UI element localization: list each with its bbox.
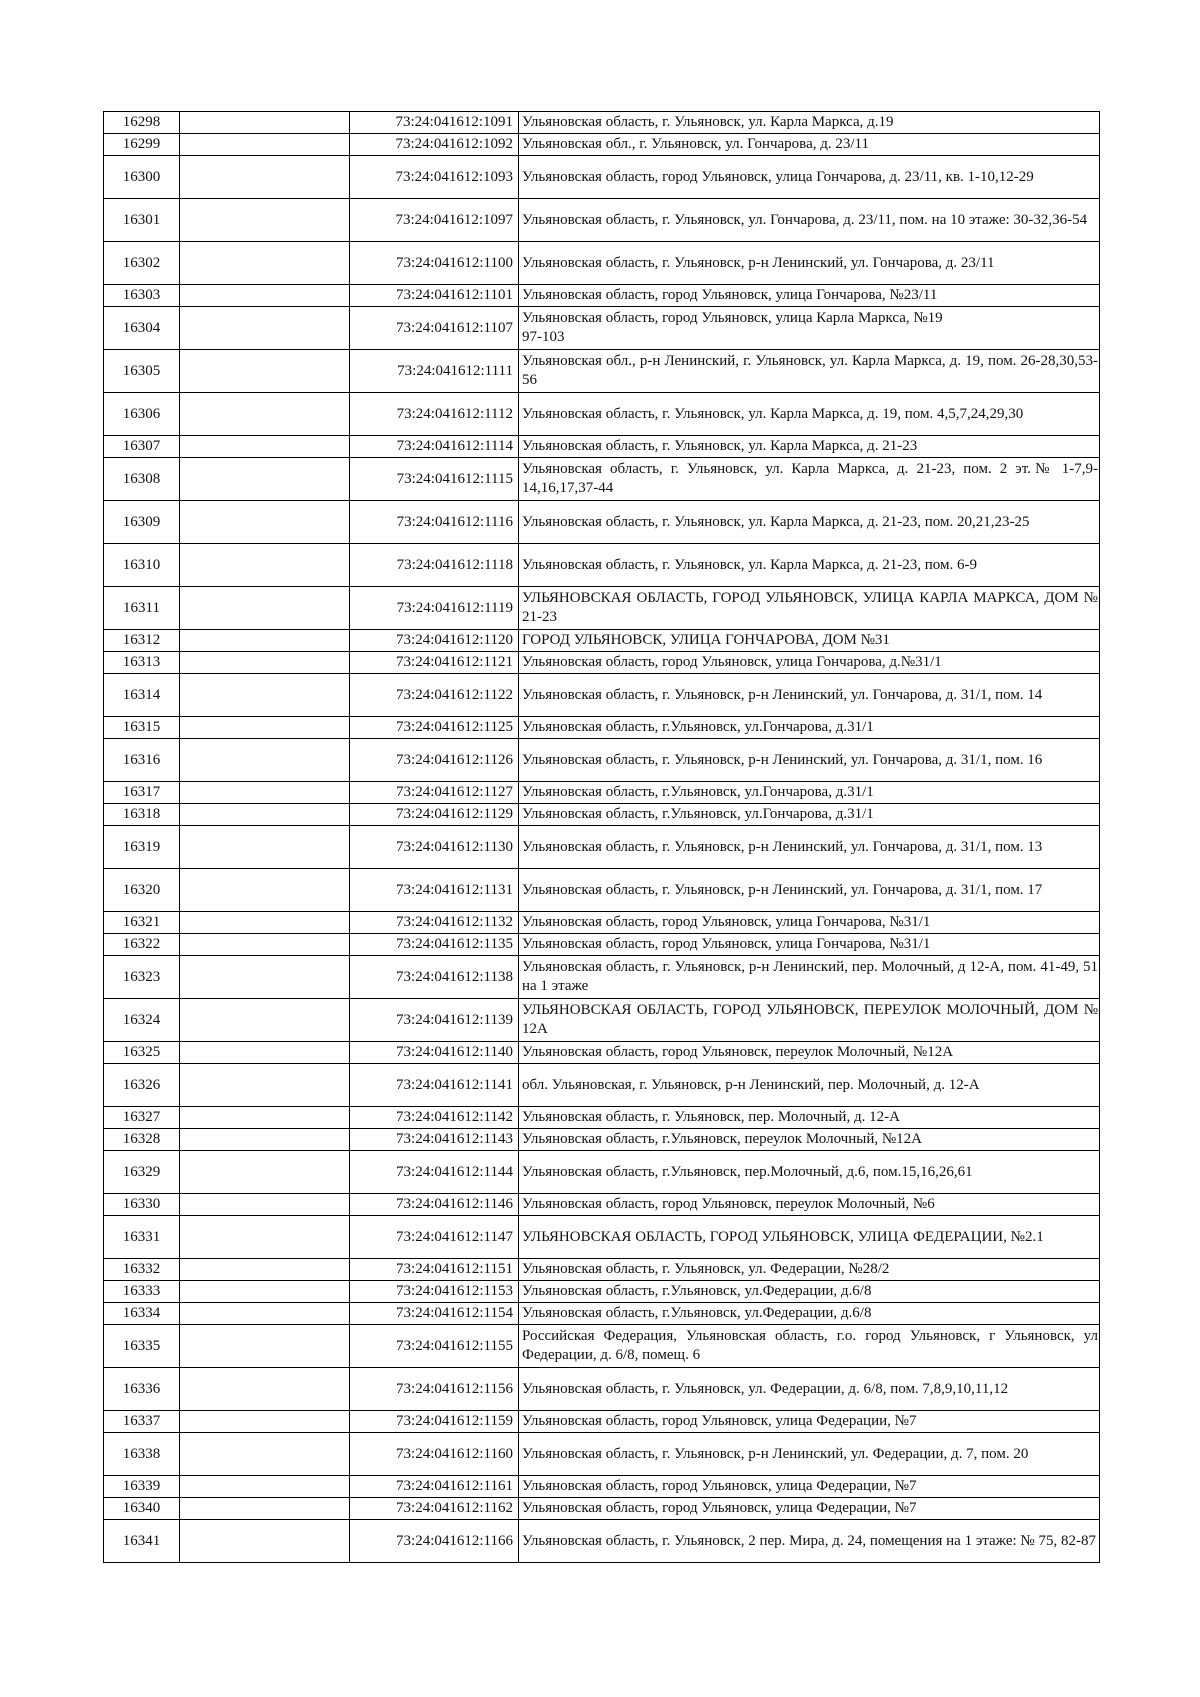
row-number-cell: 16307 — [104, 436, 180, 458]
row-number-cell: 16303 — [104, 285, 180, 307]
address-cell: Ульяновская область, город Ульяновск, переулок Молочный, №12А — [519, 1042, 1100, 1064]
row-number-cell: 16341 — [104, 1520, 180, 1563]
empty-cell — [180, 782, 350, 804]
cadastral-number-cell: 73:24:041612:1119 — [350, 587, 519, 630]
cadastral-number-cell: 73:24:041612:1139 — [350, 999, 519, 1042]
row-number-cell: 16322 — [104, 934, 180, 956]
address-cell: Ульяновская область, г.Ульяновск, переулок Молочный, №12А — [519, 1129, 1100, 1151]
address-cell: Ульяновская область, город Ульяновск, переулок Молочный, №6 — [519, 1194, 1100, 1216]
cadastral-number-cell: 73:24:041612:1111 — [350, 350, 519, 393]
empty-cell — [180, 999, 350, 1042]
empty-cell — [180, 134, 350, 156]
table-row — [104, 307, 1100, 350]
table-row — [104, 1216, 1100, 1259]
table-row — [104, 544, 1100, 587]
row-number-cell: 16332 — [104, 1259, 180, 1281]
address-cell: Ульяновская область, г. Ульяновск, ул. Карла Маркса, д. 21-23, пом. 20,21,23-25 — [519, 501, 1100, 544]
empty-cell — [180, 912, 350, 934]
cadastral-number-cell: 73:24:041612:1131 — [350, 869, 519, 912]
table-row — [104, 630, 1100, 652]
cadastral-number-cell: 73:24:041612:1091 — [350, 112, 519, 134]
cadastral-number-cell: 73:24:041612:1127 — [350, 782, 519, 804]
row-number-cell: 16339 — [104, 1476, 180, 1498]
address-cell: Ульяновская область, г. Ульяновск, р-н Ленинский, ул. Гончарова, д. 31/1, пом. 17 — [519, 869, 1100, 912]
table-row — [104, 804, 1100, 826]
cadastral-number-cell: 73:24:041612:1114 — [350, 436, 519, 458]
address-cell: Российская Федерация, Ульяновская область, г.о. город Ульяновск, г Ульяновск, ул Федерации, д. 6/8, помещ. 6 — [519, 1325, 1100, 1368]
row-number-cell: 16334 — [104, 1303, 180, 1325]
empty-cell — [180, 1520, 350, 1563]
table-row — [104, 1194, 1100, 1216]
empty-cell — [180, 1259, 350, 1281]
empty-cell — [180, 1107, 350, 1129]
address-cell: Ульяновская область, г. Ульяновск, ул. Карла Маркса, д. 19, пом. 4,5,7,24,29,30 — [519, 393, 1100, 436]
address-cell: Ульяновская область, г.Ульяновск, ул.Федерации, д.6/8 — [519, 1303, 1100, 1325]
address-cell: УЛЬЯНОВСКАЯ ОБЛАСТЬ, ГОРОД УЛЬЯНОВСК, УЛИЦА КАРЛА МАРКСА, ДОМ № 21-23 — [519, 587, 1100, 630]
empty-cell — [180, 393, 350, 436]
address-cell: Ульяновская обл., р-н Ленинский, г. Ульяновск, ул. Карла Маркса, д. 19, пом. 26-28,30,53-56 — [519, 350, 1100, 393]
empty-cell — [180, 826, 350, 869]
address-cell: Ульяновская область, г.Ульяновск, пер.Молочный, д.6, пом.15,16,26,61 — [519, 1151, 1100, 1194]
table-row — [104, 587, 1100, 630]
table-row — [104, 436, 1100, 458]
address-cell: Ульяновская область, г. Ульяновск, ул. Карла Маркса, д.19 — [519, 112, 1100, 134]
empty-cell — [180, 242, 350, 285]
cadastral-number-cell: 73:24:041612:1107 — [350, 307, 519, 350]
table-row — [104, 134, 1100, 156]
row-number-cell: 16318 — [104, 804, 180, 826]
table-row — [104, 1129, 1100, 1151]
row-number-cell: 16313 — [104, 652, 180, 674]
row-number-cell: 16340 — [104, 1498, 180, 1520]
table-row — [104, 1259, 1100, 1281]
address-cell: Ульяновская область, город Ульяновск, улица Гончарова, д. 23/11, кв. 1-10,12-29 — [519, 156, 1100, 199]
empty-cell — [180, 1194, 350, 1216]
address-cell: Ульяновская обл., г. Ульяновск, ул. Гончарова, д. 23/11 — [519, 134, 1100, 156]
table-row — [104, 826, 1100, 869]
cadastral-number-cell: 73:24:041612:1153 — [350, 1281, 519, 1303]
empty-cell — [180, 587, 350, 630]
address-cell: Ульяновская область, г. Ульяновск, ул. Карла Маркса, д. 21-23, пом. 6-9 — [519, 544, 1100, 587]
empty-cell — [180, 285, 350, 307]
table-row — [104, 156, 1100, 199]
cadastral-number-cell: 73:24:041612:1141 — [350, 1064, 519, 1107]
address-cell: обл. Ульяновская, г. Ульяновск, р-н Ленинский, пер. Молочный, д. 12-А — [519, 1064, 1100, 1107]
table-row — [104, 1498, 1100, 1520]
row-number-cell: 16306 — [104, 393, 180, 436]
cadastral-number-cell: 73:24:041612:1121 — [350, 652, 519, 674]
cadastral-number-cell: 73:24:041612:1092 — [350, 134, 519, 156]
cadastral-number-cell: 73:24:041612:1146 — [350, 1194, 519, 1216]
empty-cell — [180, 674, 350, 717]
row-number-cell: 16337 — [104, 1411, 180, 1433]
empty-cell — [180, 630, 350, 652]
empty-cell — [180, 1476, 350, 1498]
cadastral-number-cell: 73:24:041612:1115 — [350, 458, 519, 501]
cadastral-number-cell: 73:24:041612:1143 — [350, 1129, 519, 1151]
table-row — [104, 1281, 1100, 1303]
empty-cell — [180, 717, 350, 739]
row-number-cell: 16309 — [104, 501, 180, 544]
empty-cell — [180, 1433, 350, 1476]
address-cell: Ульяновская область, город Ульяновск, улица Гончарова, д.№31/1 — [519, 652, 1100, 674]
cadastral-number-cell: 73:24:041612:1162 — [350, 1498, 519, 1520]
table-row — [104, 501, 1100, 544]
table-row — [104, 934, 1100, 956]
empty-cell — [180, 1498, 350, 1520]
table-row — [104, 1368, 1100, 1411]
address-cell: Ульяновская область, г. Ульяновск, ул. Карла Маркса, д. 21-23 — [519, 436, 1100, 458]
cadastral-number-cell: 73:24:041612:1129 — [350, 804, 519, 826]
address-cell: Ульяновская область, город Ульяновск, улица Карла Маркса, №19 97-103 — [519, 307, 1100, 350]
empty-cell — [180, 458, 350, 501]
address-cell: Ульяновская область, г. Ульяновск, ул. Федерации, д. 6/8, пом. 7,8,9,10,11,12 — [519, 1368, 1100, 1411]
empty-cell — [180, 1216, 350, 1259]
row-number-cell: 16335 — [104, 1325, 180, 1368]
table-row — [104, 869, 1100, 912]
row-number-cell: 16312 — [104, 630, 180, 652]
row-number-cell: 16314 — [104, 674, 180, 717]
empty-cell — [180, 934, 350, 956]
empty-cell — [180, 1129, 350, 1151]
table-row — [104, 1303, 1100, 1325]
address-cell: Ульяновская область, г. Ульяновск, ул. Карла Маркса, д. 21-23, пом. 2 эт.№ 1-7,9-14,16,17,37-44 — [519, 458, 1100, 501]
cadastral-number-cell: 73:24:041612:1156 — [350, 1368, 519, 1411]
empty-cell — [180, 544, 350, 587]
table-row — [104, 717, 1100, 739]
cadastral-number-cell: 73:24:041612:1144 — [350, 1151, 519, 1194]
cadastral-number-cell: 73:24:041612:1147 — [350, 1216, 519, 1259]
empty-cell — [180, 307, 350, 350]
cadastral-number-cell: 73:24:041612:1101 — [350, 285, 519, 307]
address-cell: Ульяновская область, г.Ульяновск, ул.Гончарова, д.31/1 — [519, 717, 1100, 739]
empty-cell — [180, 739, 350, 782]
cadastral-number-cell: 73:24:041612:1140 — [350, 1042, 519, 1064]
empty-cell — [180, 1151, 350, 1194]
table-row — [104, 350, 1100, 393]
row-number-cell: 16299 — [104, 134, 180, 156]
row-number-cell: 16301 — [104, 199, 180, 242]
cadastral-number-cell: 73:24:041612:1125 — [350, 717, 519, 739]
row-number-cell: 16302 — [104, 242, 180, 285]
row-number-cell: 16327 — [104, 1107, 180, 1129]
table-row — [104, 956, 1100, 999]
table-row — [104, 112, 1100, 134]
table-row — [104, 285, 1100, 307]
empty-cell — [180, 804, 350, 826]
empty-cell — [180, 156, 350, 199]
address-cell: ГОРОД УЛЬЯНОВСК, УЛИЦА ГОНЧАРОВА, ДОМ №31 — [519, 630, 1100, 652]
address-cell: Ульяновская область, г. Ульяновск, р-н Ленинский, ул. Гончарова, д. 31/1, пом. 14 — [519, 674, 1100, 717]
table-row — [104, 1151, 1100, 1194]
row-number-cell: 16331 — [104, 1216, 180, 1259]
cadastral-number-cell: 73:24:041612:1159 — [350, 1411, 519, 1433]
row-number-cell: 16320 — [104, 869, 180, 912]
cadastral-number-cell: 73:24:041612:1100 — [350, 242, 519, 285]
row-number-cell: 16316 — [104, 739, 180, 782]
address-cell: Ульяновская область, город Ульяновск, улица Гончарова, №23/11 — [519, 285, 1100, 307]
address-cell: Ульяновская область, г. Ульяновск, 2 пер. Мира, д. 24, помещения на 1 этаже: № 75, 82-87 — [519, 1520, 1100, 1563]
row-number-cell: 16338 — [104, 1433, 180, 1476]
row-number-cell: 16325 — [104, 1042, 180, 1064]
row-number-cell: 16336 — [104, 1368, 180, 1411]
address-cell: Ульяновская область, г. Ульяновск, ул. Федерации, №28/2 — [519, 1259, 1100, 1281]
row-number-cell: 16324 — [104, 999, 180, 1042]
cadastral-number-cell: 73:24:041612:1122 — [350, 674, 519, 717]
row-number-cell: 16310 — [104, 544, 180, 587]
row-number-cell: 16317 — [104, 782, 180, 804]
address-cell: Ульяновская область, г. Ульяновск, р-н Ленинский, ул. Гончарова, д. 23/11 — [519, 242, 1100, 285]
address-cell: Ульяновская область, город Ульяновск, улица Гончарова, №31/1 — [519, 912, 1100, 934]
empty-cell — [180, 1368, 350, 1411]
address-cell: Ульяновская область, город Ульяновск, улица Федерации, №7 — [519, 1498, 1100, 1520]
cadastral-number-cell: 73:24:041612:1142 — [350, 1107, 519, 1129]
empty-cell — [180, 1042, 350, 1064]
address-cell: Ульяновская область, г. Ульяновск, ул. Гончарова, д. 23/11, пом. на 10 этаже: 30-32,36-54 — [519, 199, 1100, 242]
empty-cell — [180, 436, 350, 458]
empty-cell — [180, 199, 350, 242]
row-number-cell: 16328 — [104, 1129, 180, 1151]
address-cell: Ульяновская область, г. Ульяновск, р-н Ленинский, ул. Гончарова, д. 31/1, пом. 16 — [519, 739, 1100, 782]
row-number-cell: 16333 — [104, 1281, 180, 1303]
table-row — [104, 674, 1100, 717]
table-row — [104, 1042, 1100, 1064]
cadastral-number-cell: 73:24:041612:1097 — [350, 199, 519, 242]
cadastral-number-cell: 73:24:041612:1151 — [350, 1259, 519, 1281]
address-cell: Ульяновская область, г. Ульяновск, р-н Ленинский, ул. Гончарова, д. 31/1, пом. 13 — [519, 826, 1100, 869]
table-row — [104, 999, 1100, 1042]
cadastral-number-cell: 73:24:041612:1161 — [350, 1476, 519, 1498]
row-number-cell: 16323 — [104, 956, 180, 999]
table-row — [104, 1064, 1100, 1107]
address-cell: Ульяновская область, г.Ульяновск, ул.Гончарова, д.31/1 — [519, 782, 1100, 804]
row-number-cell: 16326 — [104, 1064, 180, 1107]
table-body — [104, 112, 1100, 1563]
address-cell: Ульяновская область, город Ульяновск, улица Гончарова, №31/1 — [519, 934, 1100, 956]
row-number-cell: 16321 — [104, 912, 180, 934]
row-number-cell: 16311 — [104, 587, 180, 630]
address-cell: УЛЬЯНОВСКАЯ ОБЛАСТЬ, ГОРОД УЛЬЯНОВСК, УЛИЦА ФЕДЕРАЦИИ, №2.1 — [519, 1216, 1100, 1259]
table-row — [104, 912, 1100, 934]
empty-cell — [180, 1325, 350, 1368]
address-cell: Ульяновская область, г.Ульяновск, ул.Федерации, д.6/8 — [519, 1281, 1100, 1303]
address-cell: Ульяновская область, город Ульяновск, улица Федерации, №7 — [519, 1411, 1100, 1433]
cadastral-number-cell: 73:24:041612:1118 — [350, 544, 519, 587]
table-row — [104, 1476, 1100, 1498]
row-number-cell: 16329 — [104, 1151, 180, 1194]
empty-cell — [180, 1303, 350, 1325]
address-cell: Ульяновская область, г. Ульяновск, р-н Ленинский, пер. Молочный, д 12-А, пом. 41-49, 51 на 1 этаже — [519, 956, 1100, 999]
cadastral-number-cell: 73:24:041612:1135 — [350, 934, 519, 956]
cadastral-table — [103, 111, 1100, 1563]
row-number-cell: 16308 — [104, 458, 180, 501]
address-cell: Ульяновская область, г.Ульяновск, ул.Гончарова, д.31/1 — [519, 804, 1100, 826]
empty-cell — [180, 956, 350, 999]
empty-cell — [180, 1411, 350, 1433]
table-row — [104, 782, 1100, 804]
cadastral-number-cell: 73:24:041612:1160 — [350, 1433, 519, 1476]
address-cell: Ульяновская область, г. Ульяновск, пер. Молочный, д. 12-А — [519, 1107, 1100, 1129]
empty-cell — [180, 350, 350, 393]
cadastral-number-cell: 73:24:041612:1112 — [350, 393, 519, 436]
table-row — [104, 1520, 1100, 1563]
cadastral-number-cell: 73:24:041612:1154 — [350, 1303, 519, 1325]
row-number-cell: 16298 — [104, 112, 180, 134]
empty-cell — [180, 652, 350, 674]
empty-cell — [180, 1281, 350, 1303]
row-number-cell: 16300 — [104, 156, 180, 199]
empty-cell — [180, 869, 350, 912]
cadastral-number-cell: 73:24:041612:1155 — [350, 1325, 519, 1368]
cadastral-number-cell: 73:24:041612:1116 — [350, 501, 519, 544]
empty-cell — [180, 1064, 350, 1107]
cadastral-number-cell: 73:24:041612:1120 — [350, 630, 519, 652]
table-row — [104, 1411, 1100, 1433]
table-row — [104, 1433, 1100, 1476]
row-number-cell: 16319 — [104, 826, 180, 869]
row-number-cell: 16304 — [104, 307, 180, 350]
table-row — [104, 393, 1100, 436]
address-cell: УЛЬЯНОВСКАЯ ОБЛАСТЬ, ГОРОД УЛЬЯНОВСК, ПЕРЕУЛОК МОЛОЧНЫЙ, ДОМ № 12А — [519, 999, 1100, 1042]
table-row — [104, 1325, 1100, 1368]
row-number-cell: 16330 — [104, 1194, 180, 1216]
cadastral-number-cell: 73:24:041612:1132 — [350, 912, 519, 934]
cadastral-number-cell: 73:24:041612:1093 — [350, 156, 519, 199]
empty-cell — [180, 501, 350, 544]
cadastral-number-cell: 73:24:041612:1130 — [350, 826, 519, 869]
cadastral-number-cell: 73:24:041612:1126 — [350, 739, 519, 782]
row-number-cell: 16305 — [104, 350, 180, 393]
empty-cell — [180, 112, 350, 134]
table-row — [104, 458, 1100, 501]
address-cell: Ульяновская область, город Ульяновск, улица Федерации, №7 — [519, 1476, 1100, 1498]
table-row — [104, 739, 1100, 782]
table-row — [104, 199, 1100, 242]
address-cell: Ульяновская область, г. Ульяновск, р-н Ленинский, ул. Федерации, д. 7, пом. 20 — [519, 1433, 1100, 1476]
cadastral-number-cell: 73:24:041612:1166 — [350, 1520, 519, 1563]
row-number-cell: 16315 — [104, 717, 180, 739]
cadastral-number-cell: 73:24:041612:1138 — [350, 956, 519, 999]
table-row — [104, 1107, 1100, 1129]
table-row — [104, 652, 1100, 674]
table-row — [104, 242, 1100, 285]
